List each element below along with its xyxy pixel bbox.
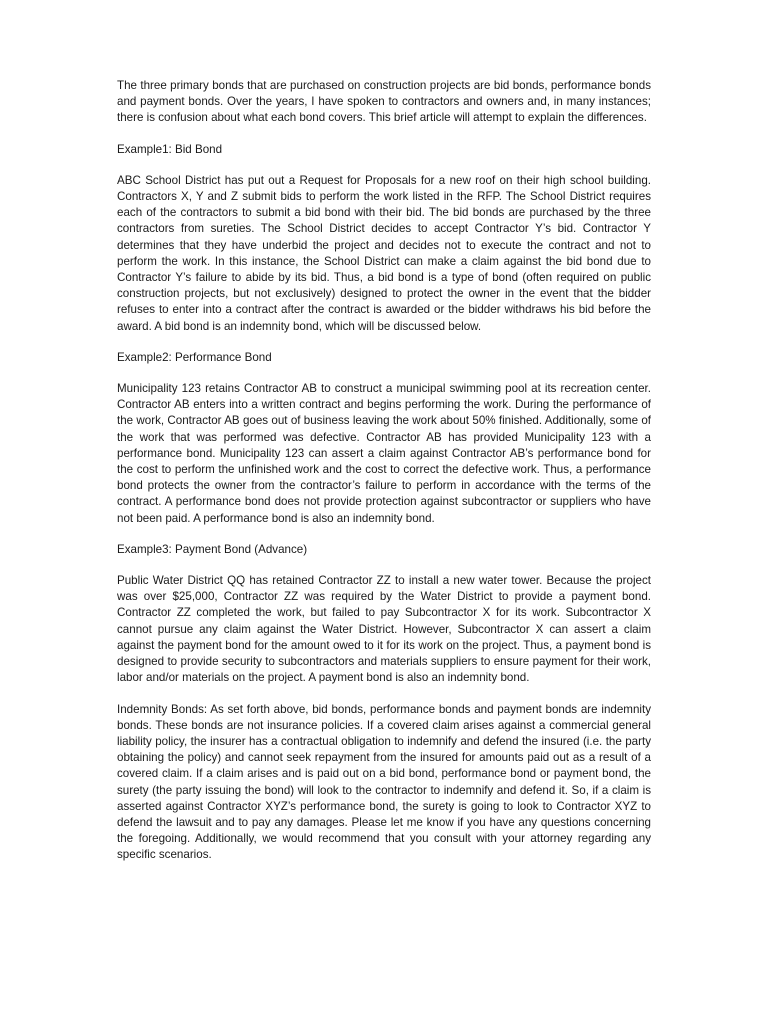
document-page: [117, 78, 651, 879]
example2-heading: Example2: Performance Bond: [117, 350, 272, 364]
intro-paragraph: The three primary bonds that are purchased on construction projects are bid bonds, performance bonds and payment bonds. Over the years, I have spoken to contractors and owners and, in many instances; there is confusion about what each bond covers. This brief article will attempt to explain the differences.: [117, 79, 651, 125]
example1-paragraph: ABC School District has put out a Request for Proposals for a new roof on their high school building. Contractors X, Y and Z submit bids to perform the work listed in the RFP. The School District requires each of the contractors to submit a bid bond with their bid. The bid bonds are purchased by the three contractors from sureties. The School District decides to accept Contractor Y’s bid. Contractor Y determines that they have underbid the project and decides not to execute the contract and not to perform the work. In this instance, the School District can make a claim against the bid bond due to Contractor Y’s failure to abide by its bid. Thus, a bid bond is a type of bond (often required on public construction projects, but not exclusively) designed to protect the owner in the event that the bidder refuses to enter into a contract after the contract is awarded or the bidder withdraws his bid before the award. A bid bond is an indemnity bond, which will be discussed below.: [117, 173, 651, 333]
example1-heading: Example1: Bid Bond: [117, 142, 223, 156]
example3-heading: Example3: Payment Bond (Advance): [117, 542, 308, 556]
example3-paragraph: Public Water District QQ has retained Contractor ZZ to install a new water tower. Because the project was over $25,000, Contractor ZZ was required by the Water District to provide a payment bond. Contractor ZZ completed the work, but failed to pay Subcontractor X for its work. Subcontractor X cannot pursue any claim against the Water District. However, Subcontractor X can assert a claim against the payment bond for the amount owed to it for its work on the project. Thus, a payment bond is designed to provide security to subcontractors and materials suppliers to ensure payment for their work, labor and/or materials on the project. A payment bond is also an indemnity bond.: [117, 574, 651, 685]
example2-paragraph: Municipality 123 retains Contractor AB to construct a municipal swimming pool at its recreation center. Contractor AB enters into a written contract and begins performing the work. During the performance of the work, Contractor AB goes out of business leaving the work about 50% finished. Additionally, some of the work that was performed was defective. Contractor AB has provided Municipality 123 with a performance bond. Municipality 123 can assert a claim against Contractor AB’s performance bond for the cost to perform the unfinished work and the cost to correct the defective work. Thus, a performance bond protects the owner from the contractor’s failure to perform in accordance with the terms of the contract. A performance bond does not provide protection against subcontractor or suppliers who have not been paid. A performance bond is also an indemnity bond.: [117, 382, 651, 525]
indemnity-paragraph: Indemnity Bonds: As set forth above, bid bonds, performance bonds and payment bonds are indemnity bonds. These bonds are not insurance policies. If a covered claim arises against a commercial general liability policy, the insurer has a contractual obligation to indemnify and defend the insured (i.e. the party obtaining the policy) and cannot seek repayment from the insured for amounts paid out as a result of a covered claim. If a claim arises and is paid out on a bid bond, performance bond or payment bond, the surety (the party issuing the bond) will look to the contractor to indemnify and defend it. So, if a claim is asserted against Contractor XYZ’s performance bond, the surety is going to look to Contractor XYZ to defend the lawsuit and to pay any damages. Please let me know if you have any questions concerning the foregoing. Additionally, we would recommend that you consult with your attorney regarding any specific scenarios.: [117, 702, 651, 862]
